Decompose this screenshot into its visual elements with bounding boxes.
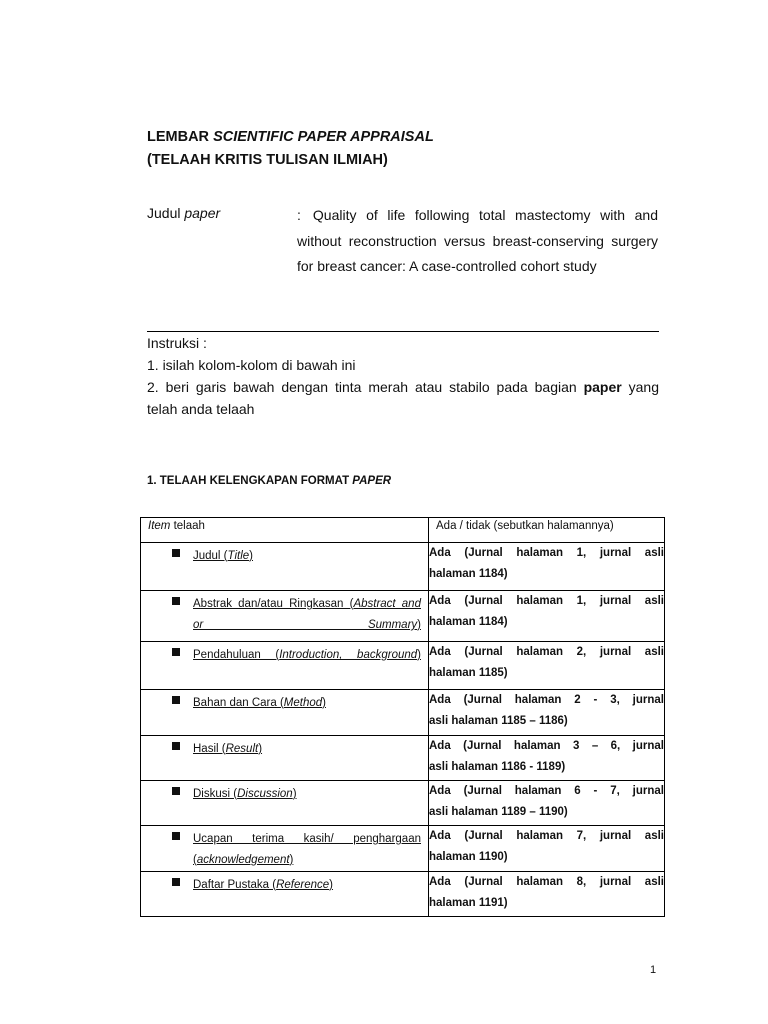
value-cell — [429, 690, 665, 736]
value-cell — [429, 642, 665, 690]
instruksi-step-2-bold: paper — [583, 379, 622, 395]
value-line-1: Ada (Jurnal halaman 7, jurnal asli — [429, 830, 664, 842]
table-row — [141, 781, 665, 826]
item-label-close: ) — [417, 649, 421, 661]
table-row — [141, 591, 665, 642]
value-line-2: asli halaman 1189 – 1190) — [429, 806, 568, 818]
item-label-close: ) — [322, 697, 326, 709]
item-label-text: Hasil ( — [193, 743, 226, 755]
square-bullet-icon — [172, 878, 180, 886]
table-row — [141, 543, 665, 591]
value-line-2: halaman 1184) — [429, 568, 508, 580]
square-bullet-icon — [172, 742, 180, 750]
value-line-1: Ada (Jurnal halaman 2, jurnal asli — [429, 646, 664, 658]
value-cell — [429, 543, 665, 591]
item-label — [193, 645, 421, 666]
section-heading-text: 1. TELAAH KELENGKAPAN FORMAT — [147, 475, 353, 487]
value-cell — [429, 872, 665, 917]
judul-label-italic: paper — [184, 205, 221, 221]
value-line-1: Ada (Jurnal halaman 6 - 7, jurnal — [429, 785, 664, 797]
square-bullet-icon — [172, 832, 180, 840]
item-label-text: Judul ( — [193, 550, 228, 562]
item-label-close: ) — [292, 788, 297, 800]
item-label-close: ) — [329, 879, 333, 891]
value-line-2: halaman 1191) — [429, 897, 508, 909]
item-label-text: Bahan dan Cara ( — [193, 697, 284, 709]
item-label-close: ) — [258, 743, 263, 755]
item-label-text: Pendahuluan ( — [193, 649, 280, 661]
header-item-italic: Item — [148, 520, 171, 532]
document-title — [147, 128, 434, 146]
item-cell — [141, 826, 429, 872]
judul-value-text: Quality of life following total mastectomy with and without reconstruction versus breast-conserving surgery for breast cancer: A case-controlled cohort study — [297, 207, 658, 274]
square-bullet-icon — [172, 549, 180, 557]
item-label — [193, 546, 421, 567]
value-text — [429, 690, 664, 732]
item-label — [193, 693, 421, 714]
item-label — [193, 875, 421, 896]
value-line-1: Ada (Jurnal halaman 1, jurnal asli — [429, 547, 664, 559]
table-row — [141, 826, 665, 872]
square-bullet-icon — [172, 696, 180, 704]
table-row — [141, 736, 665, 781]
item-label-italic: Introduction, background — [279, 649, 418, 661]
instruksi-step-2-continued: telah anda telaah — [147, 401, 255, 417]
item-label-italic: Abstract and or Summary — [193, 598, 421, 631]
value-text — [429, 872, 664, 914]
value-line-2: halaman 1184) — [429, 616, 508, 628]
value-line-1: Ada (Jurnal halaman 3 – 6, jurnal — [429, 740, 664, 752]
header-item-text: telaah — [170, 520, 205, 532]
table-header-row — [141, 518, 665, 543]
item-label — [193, 829, 421, 871]
header-value-cell: Ada / tidak (sebutkan halamannya) — [429, 518, 665, 543]
instruksi-step-1: 1. isilah kolom-kolom di bawah ini — [147, 357, 356, 373]
table-row — [141, 872, 665, 917]
item-label-text: Ucapan terima kasih/ penghargaan ( — [193, 833, 421, 866]
instruksi-step-2-text: 2. beri garis bawah dengan tinta merah atau stabilo pada bagian — [147, 379, 584, 395]
value-line-2: asli halaman 1186 - 1189) — [429, 761, 566, 773]
item-cell — [141, 781, 429, 826]
value-line-2: halaman 1190) — [429, 851, 508, 863]
section-heading — [147, 474, 391, 488]
item-label-italic: Result — [225, 743, 259, 755]
judul-colon: : — [297, 207, 301, 223]
item-cell — [141, 872, 429, 917]
square-bullet-icon — [172, 597, 180, 605]
value-text — [429, 781, 664, 823]
item-label — [193, 784, 421, 805]
value-text — [429, 543, 664, 585]
item-label-text: Abstrak dan/atau Ringkasan ( — [193, 598, 354, 610]
value-line-2: asli halaman 1185 – 1186) — [429, 715, 568, 727]
value-cell — [429, 736, 665, 781]
item-label-italic: Discussion — [237, 788, 293, 800]
value-text — [429, 736, 664, 778]
appraisal-table — [140, 517, 665, 917]
value-cell — [429, 826, 665, 872]
item-label-text: Daftar Pustaka ( — [193, 879, 277, 891]
judul-label — [147, 203, 220, 223]
item-label-italic: Title — [227, 550, 250, 562]
instruksi-step-2-tail: yang — [621, 379, 660, 395]
value-text — [429, 591, 664, 633]
item-label-italic: acknowledgement — [196, 854, 290, 866]
value-line-1: Ada (Jurnal halaman 2 - 3, jurnal — [429, 694, 664, 706]
value-line-1: Ada (Jurnal halaman 1, jurnal asli — [429, 595, 664, 607]
instruksi-step-2 — [147, 376, 659, 398]
item-label-text: Diskusi ( — [193, 788, 238, 800]
judul-label-text: Judul — [147, 205, 185, 221]
table-row — [141, 642, 665, 690]
value-line-2: halaman 1185) — [429, 667, 508, 679]
instruksi-title: Instruksi : — [147, 335, 207, 351]
item-label-close: ) — [417, 619, 421, 631]
item-label-close: ) — [249, 550, 253, 562]
value-cell — [429, 781, 665, 826]
section-heading-italic: PAPER — [352, 475, 392, 487]
square-bullet-icon — [172, 648, 180, 656]
title-prefix: LEMBAR — [147, 129, 214, 145]
value-cell — [429, 591, 665, 642]
judul-value — [297, 203, 658, 280]
item-cell — [141, 543, 429, 591]
value-text — [429, 642, 664, 684]
document-subtitle: (TELAAH KRITIS TULISAN ILMIAH) — [147, 152, 388, 168]
item-label-italic: Method — [283, 697, 323, 709]
item-label-close: ) — [289, 854, 294, 866]
item-label-italic: Reference — [276, 879, 330, 891]
item-label — [193, 594, 421, 636]
square-bullet-icon — [172, 787, 180, 795]
value-text — [429, 826, 664, 868]
item-cell — [141, 591, 429, 642]
header-item-cell — [141, 518, 429, 543]
value-line-1: Ada (Jurnal halaman 8, jurnal asli — [429, 876, 664, 888]
item-cell — [141, 736, 429, 781]
item-cell — [141, 642, 429, 690]
item-cell — [141, 690, 429, 736]
table-row — [141, 690, 665, 736]
page-number: 1 — [650, 964, 657, 976]
item-label — [193, 739, 421, 760]
title-italic: SCIENTIFIC PAPER APPRAISAL — [213, 129, 434, 145]
